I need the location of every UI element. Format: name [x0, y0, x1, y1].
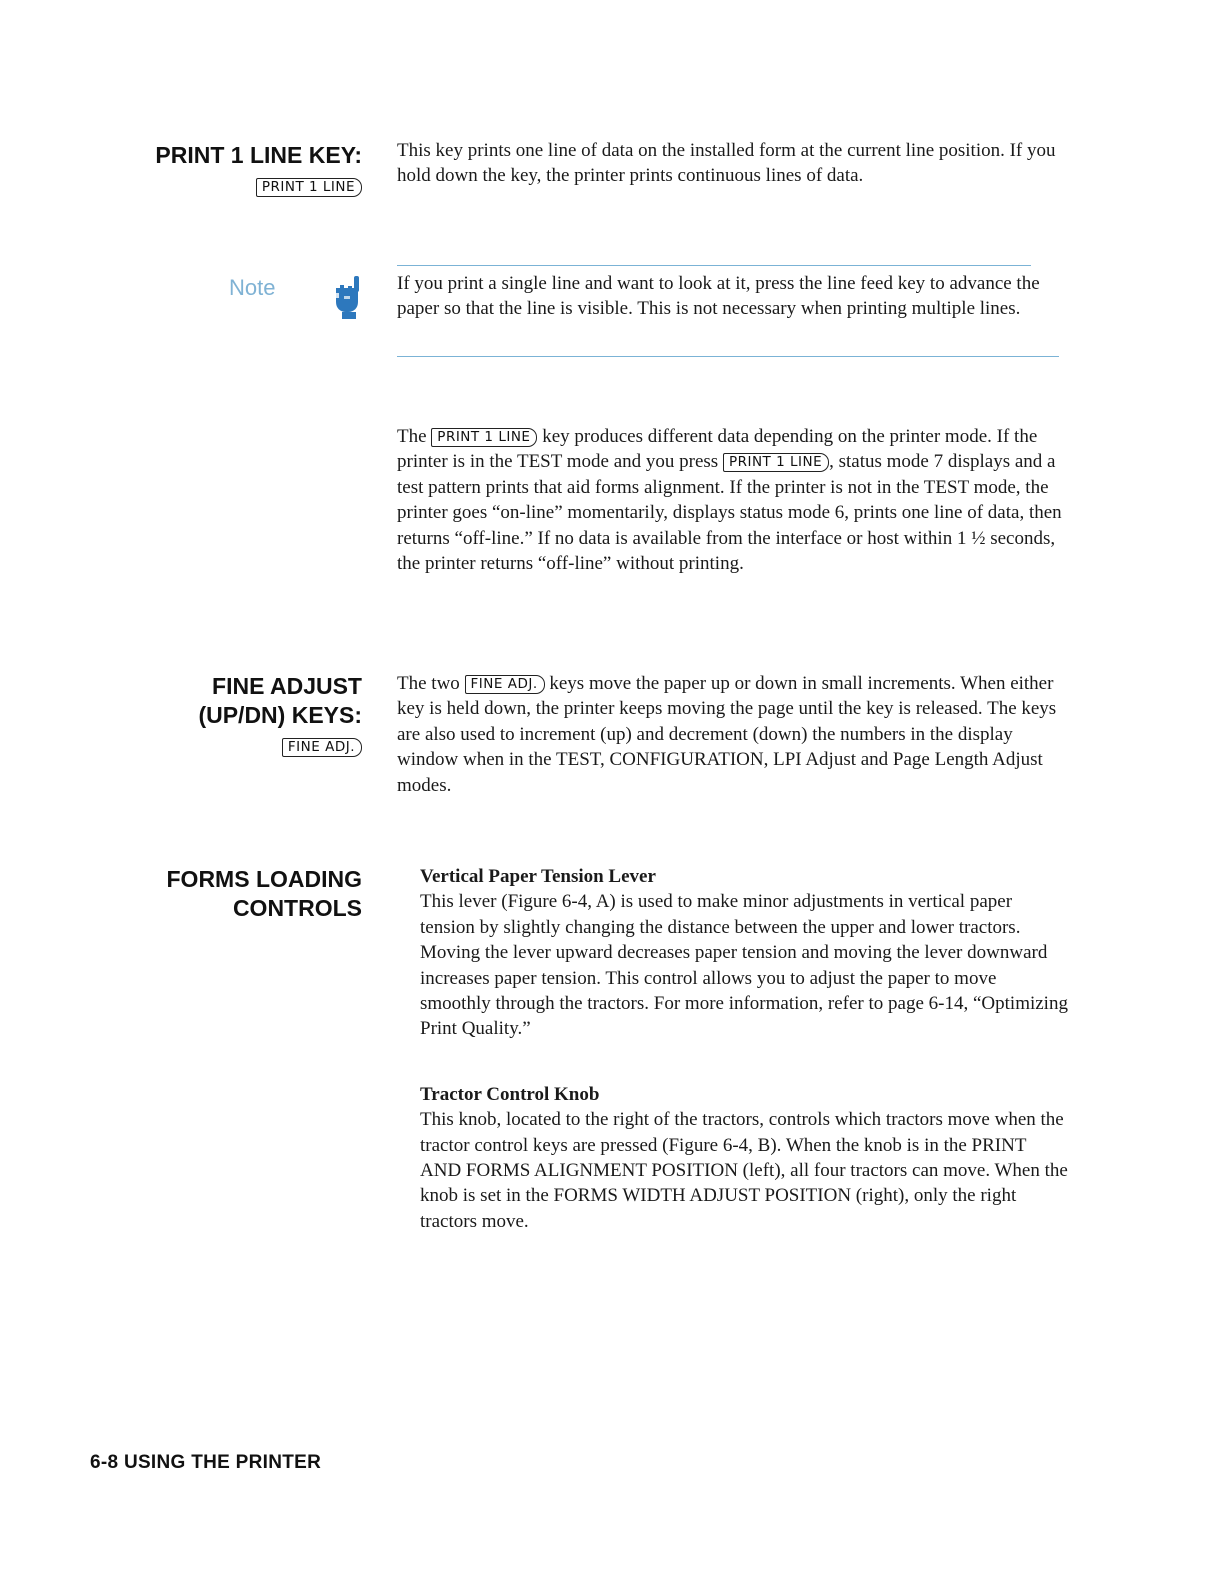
print-1-line-inline-keycap-2: PRINT 1 LINE: [723, 453, 829, 472]
print-detail-text-3: , status mode 7 displays and a test pattern prints that aid forms alignment. If the printer is not in the TEST mode, the printer goes “on-line” momentarily, displays status mode 6, prints one line of data, then returns “off-line.” If no data is available from the interface or host within 1 ½ seconds, the printer returns “off-line” without printing.: [397, 451, 1062, 575]
note-body: [397, 271, 1067, 322]
print-1-line-inline-keycap: PRINT 1 LINE: [431, 428, 537, 447]
print-key-heading: [100, 141, 362, 199]
print-detail-text-1: The: [397, 426, 427, 447]
pointing-hand-icon: [330, 276, 364, 320]
print-1-line-keycap: PRINT 1 LINE: [256, 178, 362, 197]
fine-adj-inline-keycap: FINE ADJ.: [465, 675, 545, 694]
note-top-rule: [397, 265, 1031, 266]
note-label: Note: [229, 275, 276, 300]
fine-adjust-description: [397, 671, 1067, 798]
tension-lever-text: This lever (Figure 6-4, A) is used to make minor adjustments in vertical paper tension by slightly changing the distance between the upper and lower tractors. Moving the lever upward decreases paper tension and moving the lever downward increases paper tension. This control allows you to adjust the paper to move smoothly through the tractors. For more information, refer to page 6-14, “Optimizing Print Quality.”: [420, 891, 1068, 1040]
forms-loading-body: [420, 864, 1068, 1234]
fine-adj-keycap: FINE ADJ.: [282, 738, 362, 757]
print-detail-paragraph: [397, 424, 1065, 576]
tractor-knob-subheading: Tractor Control Knob: [420, 1083, 600, 1105]
forms-loading-heading-line-2: CONTROLS: [232, 895, 362, 921]
note-bottom-rule: [397, 356, 1059, 357]
forms-loading-heading: [100, 865, 362, 923]
page-footer: 6-8 USING THE PRINTER: [90, 1452, 322, 1473]
print-key-text: This key prints one line of data on the installed form at the current line position. If you hold down the key, the printer prints continuous lines of data.: [397, 140, 1056, 187]
print-detail-text-2: key produces different data depending on the printer mode. If the printer is in the TEST mode and you press: [397, 426, 1038, 473]
fine-adjust-text-1: The two: [397, 673, 465, 694]
fine-adjust-heading-line-2: (UP/DN) KEYS:: [198, 702, 362, 728]
fine-adjust-heading: [100, 672, 362, 759]
note-text: If you print a single line and want to look at it, press the line feed key to advance the paper so that the line is visible. This is not necessary when printing multiple lines.: [397, 273, 1040, 320]
tension-lever-subheading: Vertical Paper Tension Lever: [420, 866, 656, 887]
fine-adjust-text-2: keys move the paper up or down in small increments. When either key is held down, the printer keeps moving the page until the key is released. The keys are also used to increment (up) and decrement (down) the numbers in the display window when in the TEST, CONFIGURATION, LPI Adjust and Page Length Adjust modes.: [397, 673, 1057, 796]
fine-adjust-paragraph: [397, 671, 1067, 798]
fine-adjust-heading-line-1: FINE ADJUST: [212, 673, 362, 699]
print-key-description: [397, 138, 1065, 189]
tractor-knob-text: This knob, located to the right of the tractors, controls which tractors move when the tractor control keys are pressed (Figure 6-4, B). When the knob is in the PRINT AND FORMS ALIGNMENT POSITION (left), all four tractors can move. When the knob is set in the FORMS WIDTH ADJUST POSITION (right), only the right tractors move.: [420, 1109, 1068, 1232]
print-detail: [397, 424, 1065, 576]
forms-loading-heading-line-1: FORMS LOADING: [166, 866, 362, 892]
print-key-heading-text: PRINT 1 LINE KEY:: [155, 142, 362, 168]
